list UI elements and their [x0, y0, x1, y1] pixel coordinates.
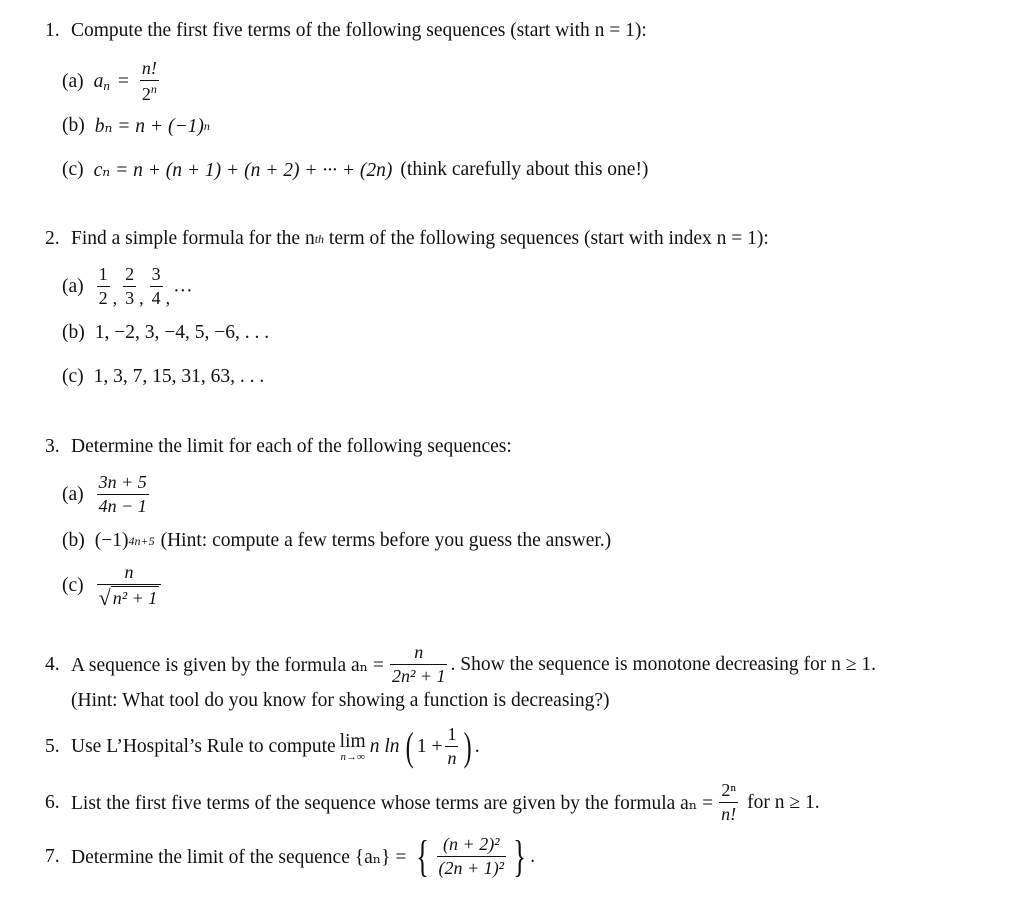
q5-number: 5.: [45, 735, 60, 757]
q2-a-frac-3: [150, 264, 163, 309]
frac-numerator: n: [414, 642, 424, 662]
frac-numerator: 1: [447, 724, 457, 744]
frac-numerator: (n + 2)²: [443, 834, 500, 854]
sqrt-symbol: √ n² + 1: [98, 585, 158, 610]
q2-c-expr: 1, 3, 7, 15, 31, 63, . . .: [93, 366, 265, 387]
q3-number: 3.: [45, 436, 60, 457]
q1-b-exp: n: [203, 118, 210, 133]
q1-a-sub: n: [103, 77, 110, 93]
q5-fraction: [445, 724, 458, 769]
q3-a-label: (a): [62, 483, 84, 505]
q3-text: Determine the limit for each of the following sequences:: [71, 436, 512, 457]
q2-text-before: Find a simple formula for the n: [71, 228, 315, 249]
frac-numerator: 3: [151, 264, 161, 284]
sqrt-radicand: n² + 1: [112, 588, 158, 608]
q3-b-exp: 4n+5: [128, 533, 155, 548]
frac-numerator: 3n + 5: [98, 472, 147, 492]
limit-subscript: n→∞: [340, 750, 365, 763]
q7-number: 7.: [45, 845, 60, 867]
q4-hint: [71, 690, 610, 712]
q1-a-fraction: [140, 58, 159, 105]
q1-text: Compute the first five terms of the following sequences (start with n = 1):: [71, 20, 647, 41]
q5-stem: 5. Use L’Hospital’s Rule to compute lim n→∞ n ln ( 1 + $\frac{1}{n}$ ) .: [45, 723, 480, 769]
frac-denominator: 4n − 1: [98, 496, 147, 516]
q1-c-expr: cₙ = n + (n + 1) + (n + 2) + ··· + (2n): [93, 160, 393, 181]
q2-text-after: term of the following sequences (start with index n = 1):: [324, 228, 769, 249]
q1-b-expr: bₙ = n + (−1): [94, 116, 204, 137]
q3-part-a: [62, 472, 152, 517]
frac-denominator: n: [447, 748, 457, 768]
frac-numerator: 1: [98, 264, 108, 284]
frac-denominator-base: 2: [141, 84, 151, 104]
q1-part-a: [62, 58, 162, 105]
q2-a-label: (a): [62, 275, 84, 297]
frac-denominator: (2n + 1)²: [438, 858, 505, 878]
q2-a-frac-1: [97, 264, 110, 309]
q3-part-b: [62, 530, 611, 552]
q6-fraction: [719, 780, 738, 825]
frac-denominator: n!: [721, 804, 737, 824]
q2-a-frac-2: [123, 264, 136, 309]
q6-number: 6.: [45, 791, 60, 813]
q4-line2: (Hint: What tool do you know for showing a function is decreasing?): [71, 690, 610, 711]
q5-end: .: [474, 735, 480, 757]
frac-denominator: 2n² + 1: [391, 666, 446, 686]
q2-text-sup: th: [314, 231, 325, 246]
q1-b-label: (b): [62, 115, 85, 136]
q7-fraction: [437, 834, 507, 879]
q1-stem: [45, 20, 647, 42]
q2-a-tail: ···: [173, 280, 193, 302]
frac-denominator: 2: [98, 288, 108, 308]
q6-text: List the first five terms of the sequence whose terms are given by the formula aₙ =: [71, 792, 714, 814]
q1-a-eq: =: [117, 70, 129, 92]
frac-numerator: 2ⁿ: [721, 780, 736, 800]
q1-part-b: [62, 114, 210, 138]
q4-number: 4.: [45, 653, 60, 675]
q3-stem: [45, 436, 512, 458]
q3-b-label: (b): [62, 530, 85, 551]
q1-a-lhs: a: [93, 70, 104, 92]
q1-part-c: [62, 158, 648, 182]
frac-denominator: 4: [151, 288, 161, 308]
q5-one-plus: 1 +: [416, 735, 443, 757]
q2-c-label: (c): [62, 366, 84, 387]
frac-denominator-exp: n: [150, 82, 157, 96]
q4-text-before: A sequence is given by the formula aₙ =: [71, 654, 384, 676]
frac-denominator: [140, 80, 159, 105]
q1-c-label: (c): [62, 159, 84, 180]
limit-word: lim: [339, 730, 366, 752]
q2-b-label: (b): [62, 322, 85, 343]
q7-stem: 7. Determine the limit of the sequence {aₙ} = { $\frac{\text{(n + 2)²}}{\text{(2n + 1)²}}$ } .: [45, 831, 536, 881]
q4-text-after: . Show the sequence is monotone decreasing for n ≥ 1.: [450, 653, 876, 675]
q6-stem: [45, 780, 820, 825]
q4-stem: [45, 642, 876, 687]
frac-denominator: 3: [125, 288, 135, 308]
q6-after: for n ≥ 1.: [747, 791, 820, 813]
frac-numerator: n: [124, 562, 134, 582]
q2-number: 2.: [45, 228, 60, 249]
frac-numerator: 2: [125, 264, 135, 284]
q3-a-fraction: [97, 472, 149, 517]
q1-a-label: (a): [62, 70, 84, 92]
q3-b-note: (Hint: compute a few terms before you guess the answer.): [160, 530, 612, 551]
q7-end: .: [530, 845, 536, 867]
q2-part-c: [62, 366, 264, 388]
q2-b-expr: 1, −2, 3, −4, 5, −6, . . .: [94, 322, 270, 343]
q4-fraction: [390, 642, 448, 687]
q5-mid: n ln: [369, 735, 400, 757]
q2-stem: [45, 228, 769, 250]
q5-text: Use L’Hospital’s Rule to compute: [71, 735, 336, 757]
frac-numerator: n!: [141, 58, 157, 78]
q2-part-a: (a) $\frac{1}{2}$ , $\frac{2}{3}$ , $\frac{3}{4}$ , ···: [62, 264, 193, 308]
q7-text: Determine the limit of the sequence {aₙ} =: [71, 846, 407, 868]
q5-limit: [340, 731, 366, 763]
q3-c-fraction: [97, 562, 162, 610]
q1-c-note: (think carefully about this one!): [400, 159, 649, 180]
q3-b-base: (−1): [94, 530, 129, 551]
q3-part-c: [62, 562, 164, 610]
q3-c-label: (c): [62, 575, 84, 596]
frac-denominator: [97, 584, 162, 610]
q2-part-b: [62, 322, 269, 344]
q1-number: 1.: [45, 20, 60, 41]
